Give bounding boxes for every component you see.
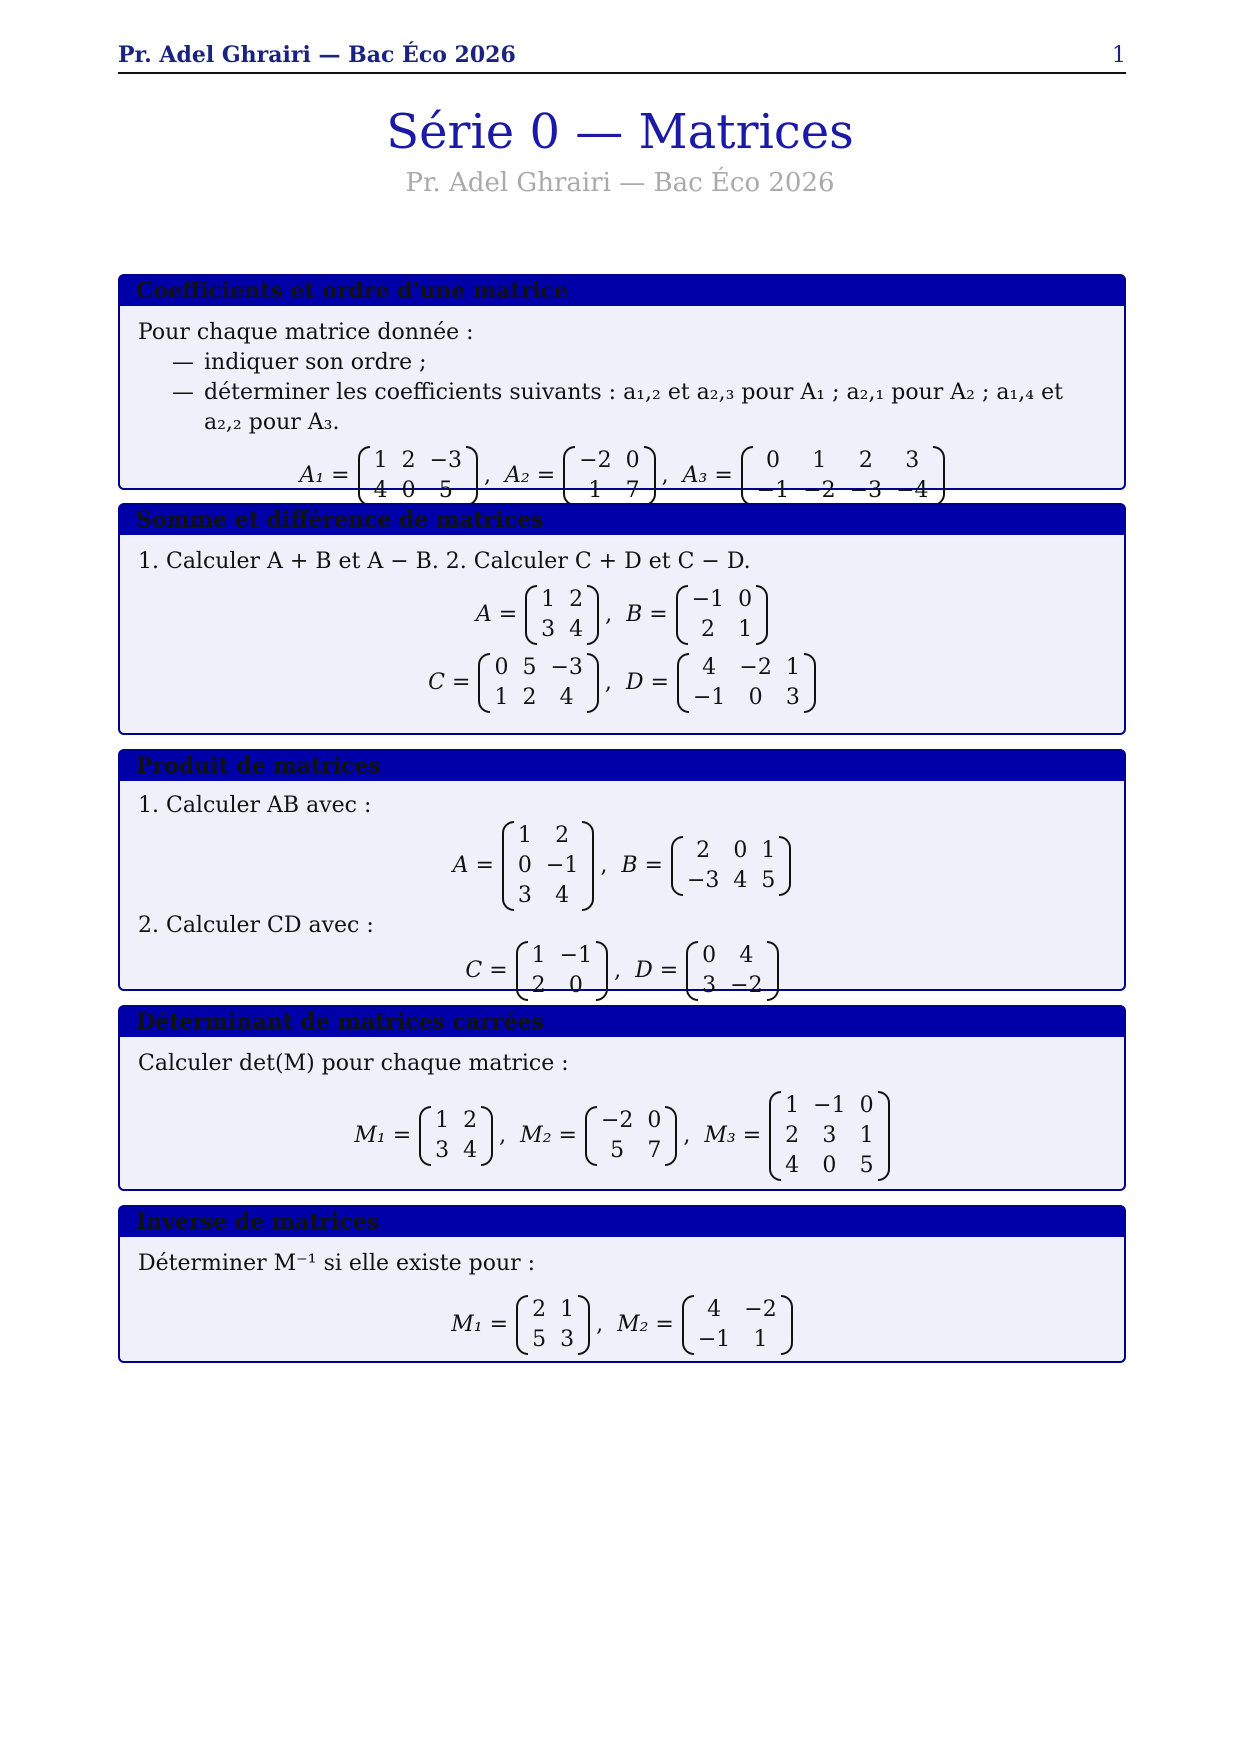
matrix-cell: −3 [686, 868, 720, 893]
separator: , [661, 463, 669, 488]
right-paren [481, 1106, 493, 1166]
right-paren [933, 446, 945, 506]
matrix-cell: 1 [812, 448, 827, 473]
right-paren [781, 1295, 793, 1355]
matrix-cell: 2 [858, 448, 873, 473]
matrix-cell: 0 [568, 973, 583, 998]
section-inverse [118, 1205, 1126, 1363]
matrix-cell: 2 [522, 685, 537, 710]
right-paren [644, 446, 656, 506]
matrix-cell: 1 [753, 1327, 768, 1352]
section-intro: Déterminer M⁻¹ si elle existe pour : [138, 1251, 536, 1276]
right-paren [587, 585, 599, 645]
matrix [428, 653, 612, 713]
matrix-cell: 0 [625, 448, 640, 473]
matrix-cell: 4 [555, 883, 570, 908]
matrix [683, 446, 945, 506]
left-paren [769, 1091, 781, 1181]
matrix-cell: 4 [373, 478, 388, 503]
matrix-cell: 0 [822, 1153, 837, 1178]
matrix-cell: 0 [401, 478, 416, 503]
matrix-cell: 0 [517, 853, 532, 878]
matrix-cell: 1 [859, 1123, 874, 1148]
right-paren [582, 821, 594, 911]
matrix-cell: 2 [700, 617, 715, 642]
matrix-entries [370, 446, 466, 506]
left-paren [502, 821, 514, 911]
matrix-name: A₁ = [299, 463, 350, 488]
matrix-name: M₁ = [354, 1123, 412, 1148]
left-paren [478, 653, 490, 713]
section-coefficients [118, 274, 1126, 503]
matrix-cell: 7 [625, 478, 640, 503]
matrix-cell: 3 [435, 1138, 450, 1163]
matrix-entries [597, 1106, 665, 1166]
left-paren [741, 446, 753, 506]
matrix [465, 941, 621, 1001]
matrix-cell: 2 [785, 1123, 800, 1148]
right-paren [466, 446, 478, 506]
matrix [451, 1295, 603, 1355]
left-paren [671, 836, 683, 896]
section-heading: Déterminant de matrices carrées [120, 1007, 1124, 1037]
matrix-cell: 5 [610, 1138, 625, 1163]
matrix-cell: 4 [739, 943, 754, 968]
matrix [505, 446, 669, 506]
left-paren [585, 1106, 597, 1166]
matrix-cell: −1 [559, 943, 593, 968]
page-title: Série 0 — Matrices [386, 104, 854, 160]
matrix-name: M₂ = [520, 1123, 577, 1148]
matrix [621, 836, 791, 896]
matrix-cell: 1 [531, 943, 546, 968]
section-sum-difference [118, 503, 1126, 735]
matrix-name: M₁ = [451, 1312, 509, 1337]
page-subtitle: Pr. Adel Ghrairi — Bac Éco 2026 [405, 168, 835, 198]
matrix-cell: −4 [896, 478, 929, 503]
matrix-cell: 1 [785, 655, 800, 680]
right-paren [587, 653, 599, 713]
matrix-cell: 1 [785, 1093, 800, 1118]
matrix-cell: −2 [730, 973, 763, 998]
matrix-cell: −1 [697, 1327, 731, 1352]
matrix-cell: 4 [463, 1138, 478, 1163]
matrix-cell: −2 [600, 1108, 634, 1133]
separator: , [600, 853, 608, 878]
matrix-cell: 1 [761, 838, 776, 863]
matrix-cell: 3 [541, 617, 556, 642]
matrix-cell: 5 [438, 478, 453, 503]
matrix-cell: 0 [702, 943, 717, 968]
section-heading: Somme et différence de matrices [120, 505, 1124, 535]
matrix-cell: 0 [647, 1108, 662, 1133]
section-intro: 1. Calculer A + B et A − B. 2. Calculer C + D et C − D. [138, 549, 751, 574]
matrix-entries [688, 585, 756, 645]
matrix-entries [528, 941, 596, 1001]
page-number: 1 [1112, 43, 1126, 68]
matrix-cell: 3 [785, 685, 800, 710]
matrix-row [138, 653, 1106, 713]
matrix-row [138, 1295, 1106, 1355]
left-paren [682, 1295, 694, 1355]
matrix-cell: 4 [707, 1297, 722, 1322]
right-paren [665, 1106, 677, 1166]
matrix-cell: 3 [560, 1327, 575, 1352]
matrix-cell: −1 [756, 478, 790, 503]
matrix-cell: −2 [579, 448, 612, 473]
matrix [635, 941, 779, 1001]
matrix-cell: 5 [522, 655, 537, 680]
section-intro: 1. Calculer AB avec : [138, 793, 372, 818]
matrix-cell: 1 [435, 1108, 450, 1133]
matrix-name: A = [475, 602, 518, 627]
matrix-cell: 4 [569, 617, 584, 642]
left-paren [516, 941, 528, 1001]
matrix-row [138, 446, 1106, 506]
matrix [354, 1106, 506, 1166]
matrix-name: B = [626, 602, 668, 627]
separator: , [499, 1123, 507, 1148]
right-paren [804, 653, 816, 713]
matrix-cell: 1 [588, 478, 603, 503]
running-header [118, 38, 1126, 74]
matrix-cell: 1 [373, 448, 388, 473]
matrix [704, 1091, 889, 1181]
matrix-entries [753, 446, 933, 506]
matrix-cell: −3 [429, 448, 463, 473]
matrix-cell: 1 [494, 685, 509, 710]
matrix-row [138, 821, 1106, 911]
right-paren [878, 1091, 890, 1181]
left-paren [563, 446, 575, 506]
section-heading: Inverse de matrices [120, 1207, 1124, 1237]
matrix-cell: 3 [905, 448, 920, 473]
list-item: — indiquer son ordre ; [172, 348, 1106, 378]
matrix-cell: 4 [702, 655, 717, 680]
separator: , [484, 463, 492, 488]
matrix-entries [683, 836, 779, 896]
section-heading: Coefficients et ordre d'une matrice [120, 276, 1124, 306]
separator: , [614, 958, 622, 983]
matrix [626, 653, 816, 713]
matrix-cell: 2 [569, 587, 584, 612]
right-paren [767, 941, 779, 1001]
matrix-cell: 0 [738, 587, 753, 612]
separator: , [604, 670, 612, 695]
matrix-name: A = [452, 853, 494, 878]
matrix-cell: 5 [761, 868, 776, 893]
matrix-cell: −2 [739, 655, 772, 680]
matrix-cell: −1 [692, 685, 726, 710]
matrix-entries [537, 585, 587, 645]
matrix-name: D = [625, 670, 669, 695]
header-author: Pr. Adel Ghrairi — Bac Éco 2026 [118, 42, 516, 68]
matrix-cell: 2 [555, 823, 570, 848]
section-determinant [118, 1005, 1126, 1191]
matrix-name: C = [465, 958, 508, 983]
matrix-cell: 4 [559, 685, 574, 710]
matrix-cell: −1 [545, 853, 579, 878]
section-heading: Produit de matrices [120, 751, 1124, 781]
matrix-cell: 0 [859, 1093, 874, 1118]
matrix-cell: −2 [744, 1297, 777, 1322]
matrix-cell: 0 [733, 838, 748, 863]
matrix-name: D = [635, 958, 679, 983]
matrix-entries [514, 821, 582, 911]
matrix-cell: −1 [691, 587, 725, 612]
matrix-cell: 5 [859, 1153, 874, 1178]
matrix-entries [528, 1295, 578, 1355]
matrix [453, 821, 608, 911]
section-intro: Pour chaque matrice donnée : [138, 320, 474, 345]
matrix-cell: 0 [765, 448, 780, 473]
matrix-row [138, 941, 1106, 1001]
matrix-cell: 3 [517, 883, 532, 908]
right-paren [779, 836, 791, 896]
right-paren [578, 1295, 590, 1355]
matrix-entries [698, 941, 766, 1001]
matrix-name: A₃ = [682, 463, 733, 488]
matrix-cell: 3 [702, 973, 717, 998]
left-paren [676, 585, 688, 645]
matrix-cell: 1 [541, 587, 556, 612]
matrix-cell: 1 [738, 617, 753, 642]
matrix-name: B = [621, 853, 663, 878]
matrix-cell: 4 [733, 868, 748, 893]
left-paren [358, 446, 370, 506]
matrix-cell: 0 [494, 655, 509, 680]
matrix-entries [781, 1091, 877, 1181]
left-paren [525, 585, 537, 645]
left-paren [686, 941, 698, 1001]
matrix [520, 1106, 690, 1166]
separator: , [596, 1312, 604, 1337]
matrix-cell: 2 [532, 1297, 547, 1322]
matrix-cell: 5 [532, 1327, 547, 1352]
matrix-cell: −3 [550, 655, 583, 680]
matrix-cell: 4 [785, 1153, 800, 1178]
matrix-cell: 1 [517, 823, 532, 848]
matrix-cell: −1 [813, 1093, 846, 1118]
right-paren [596, 941, 608, 1001]
matrix [476, 585, 612, 645]
matrix-cell: 7 [647, 1138, 662, 1163]
matrix-cell: 2 [696, 838, 711, 863]
matrix [299, 446, 491, 506]
matrix-entries [575, 446, 643, 506]
matrix-name: A₂ = [505, 463, 556, 488]
section-product [118, 749, 1126, 998]
matrix-entries [694, 1295, 781, 1355]
matrix-name: M₂ = [617, 1312, 674, 1337]
left-paren [516, 1295, 528, 1355]
matrix-cell: −2 [803, 478, 836, 503]
matrix [626, 585, 768, 645]
list-item: — déterminer les coefficients suivants : a₁,₂ et a₂,₃ pour A₁ ; a₂,₁ pour A₂ ; a₁,₄ et a₂,₂ pour A₃. [172, 378, 1106, 438]
matrix-entries [431, 1106, 481, 1166]
left-paren [419, 1106, 431, 1166]
matrix-row [138, 1091, 1106, 1181]
separator: , [605, 602, 613, 627]
matrix-cell: 3 [822, 1123, 837, 1148]
matrix-cell: 0 [748, 685, 763, 710]
matrix-cell: 2 [401, 448, 416, 473]
matrix [617, 1295, 793, 1355]
matrix-cell: 2 [463, 1108, 478, 1133]
right-paren [756, 585, 768, 645]
matrix-entries [689, 653, 804, 713]
matrix-row [138, 585, 1106, 645]
section-intro: Calculer det(M) pour chaque matrice : [138, 1051, 569, 1076]
left-paren [677, 653, 689, 713]
matrix-name: M₃ = [704, 1123, 762, 1148]
separator: , [683, 1123, 691, 1148]
matrix-cell: 2 [531, 973, 546, 998]
matrix-cell: −3 [849, 478, 883, 503]
matrix-entries [490, 653, 586, 713]
section-intro: 2. Calculer CD avec : [138, 913, 374, 938]
matrix-name: C = [428, 670, 471, 695]
matrix-cell: 1 [560, 1297, 575, 1322]
